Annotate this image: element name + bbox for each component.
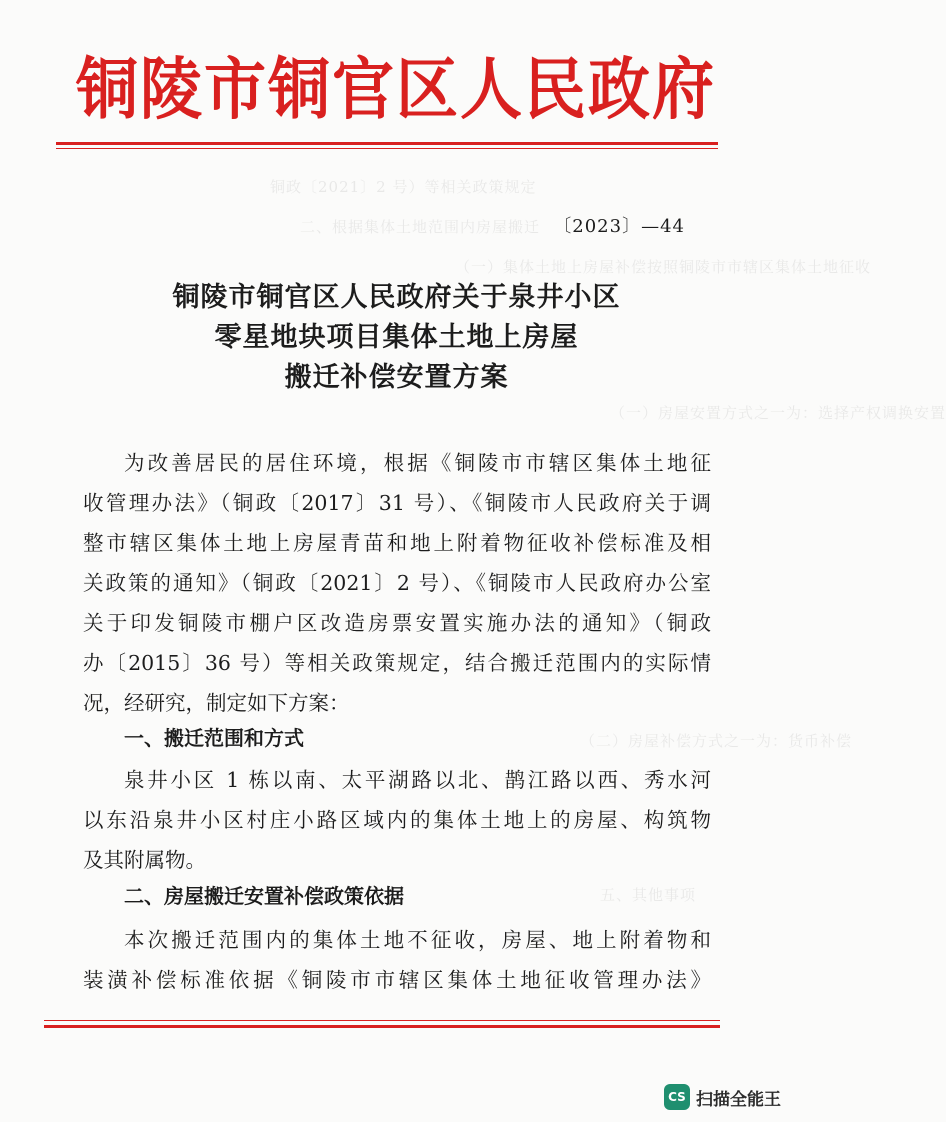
masthead-rule — [56, 142, 718, 145]
title-line: 铜陵市铜官区人民政府关于泉井小区 — [172, 282, 621, 313]
paragraph-line: 装潢补偿标准依据《铜陵市市辖区集体土地征收管理办法》 — [83, 968, 711, 992]
paragraph-line: 关于印发铜陵市棚户区改造房票安置实施办法的通知》（铜政 — [83, 611, 711, 635]
document-title — [0, 278, 793, 398]
paragraph-line: 为改善居民的居住环境，根据《铜陵市市辖区集体土地征 — [124, 451, 711, 475]
section-heading: 二、房屋搬迁安置补偿政策依据 — [124, 884, 404, 908]
paragraph-line: 办〔2015〕36 号）等相关政策规定，结合搬迁范围内的实际情 — [83, 651, 711, 675]
section1-paragraph — [83, 760, 711, 880]
watermark-app-name: 扫描全能王 — [696, 1089, 781, 1110]
scanner-watermark — [664, 1084, 781, 1110]
issuer-masthead: 铜陵市铜官区人民政府 — [75, 50, 716, 129]
bleed-through-text: （一）房屋安置方式之一为：选择产权调换安置 — [610, 404, 946, 422]
section-heading: 一、搬迁范围和方式 — [124, 726, 304, 750]
paragraph-line: 整市辖区集体土地上房屋青苗和地上附着物征收补偿标准及相 — [83, 531, 711, 555]
document-number: 〔2023〕—44 — [553, 216, 685, 237]
masthead-rule-thin — [56, 148, 718, 149]
bleed-through-text: 五、其他事项 — [600, 886, 697, 904]
paragraph-line: 收管理办法》（铜政〔2017〕31 号）、《铜陵市人民政府关于调 — [83, 491, 711, 515]
footer-rule — [44, 1025, 720, 1028]
bleed-through-text: 铜政〔2021〕2 号）等相关政策规定 — [270, 178, 537, 196]
camscanner-logo-icon: CS — [664, 1084, 690, 1110]
paragraph-line: 以东沿泉井小区村庄小路区域内的集体土地上的房屋、构筑物 — [83, 808, 711, 832]
title-line: 零星地块项目集体土地上房屋 — [214, 322, 579, 353]
bleed-through-text: 二、根据集体土地范围内房屋搬迁 — [300, 218, 541, 236]
paragraph-line: 及其附属物。 — [83, 848, 206, 872]
paragraph-line: 况，经研究，制定如下方案： — [83, 691, 350, 715]
intro-paragraph — [83, 443, 711, 723]
footer-rule-thin — [44, 1020, 720, 1021]
paragraph-line: 泉井小区 1 栋以南、太平湖路以北、鹊江路以西、秀水河 — [124, 768, 711, 792]
bleed-through-text: （一）集体土地上房屋补偿按照铜陵市市辖区集体土地征收 — [455, 258, 872, 276]
section2-paragraph — [83, 920, 711, 1000]
bleed-through-text: （二）房屋补偿方式之一为：货币补偿 — [580, 732, 853, 750]
title-line: 搬迁补偿安置方案 — [284, 362, 509, 393]
paragraph-line: 本次搬迁范围内的集体土地不征收，房屋、地上附着物和 — [124, 928, 711, 952]
paragraph-line: 关政策的通知》（铜政〔2021〕2 号）、《铜陵市人民政府办公室 — [83, 571, 711, 595]
